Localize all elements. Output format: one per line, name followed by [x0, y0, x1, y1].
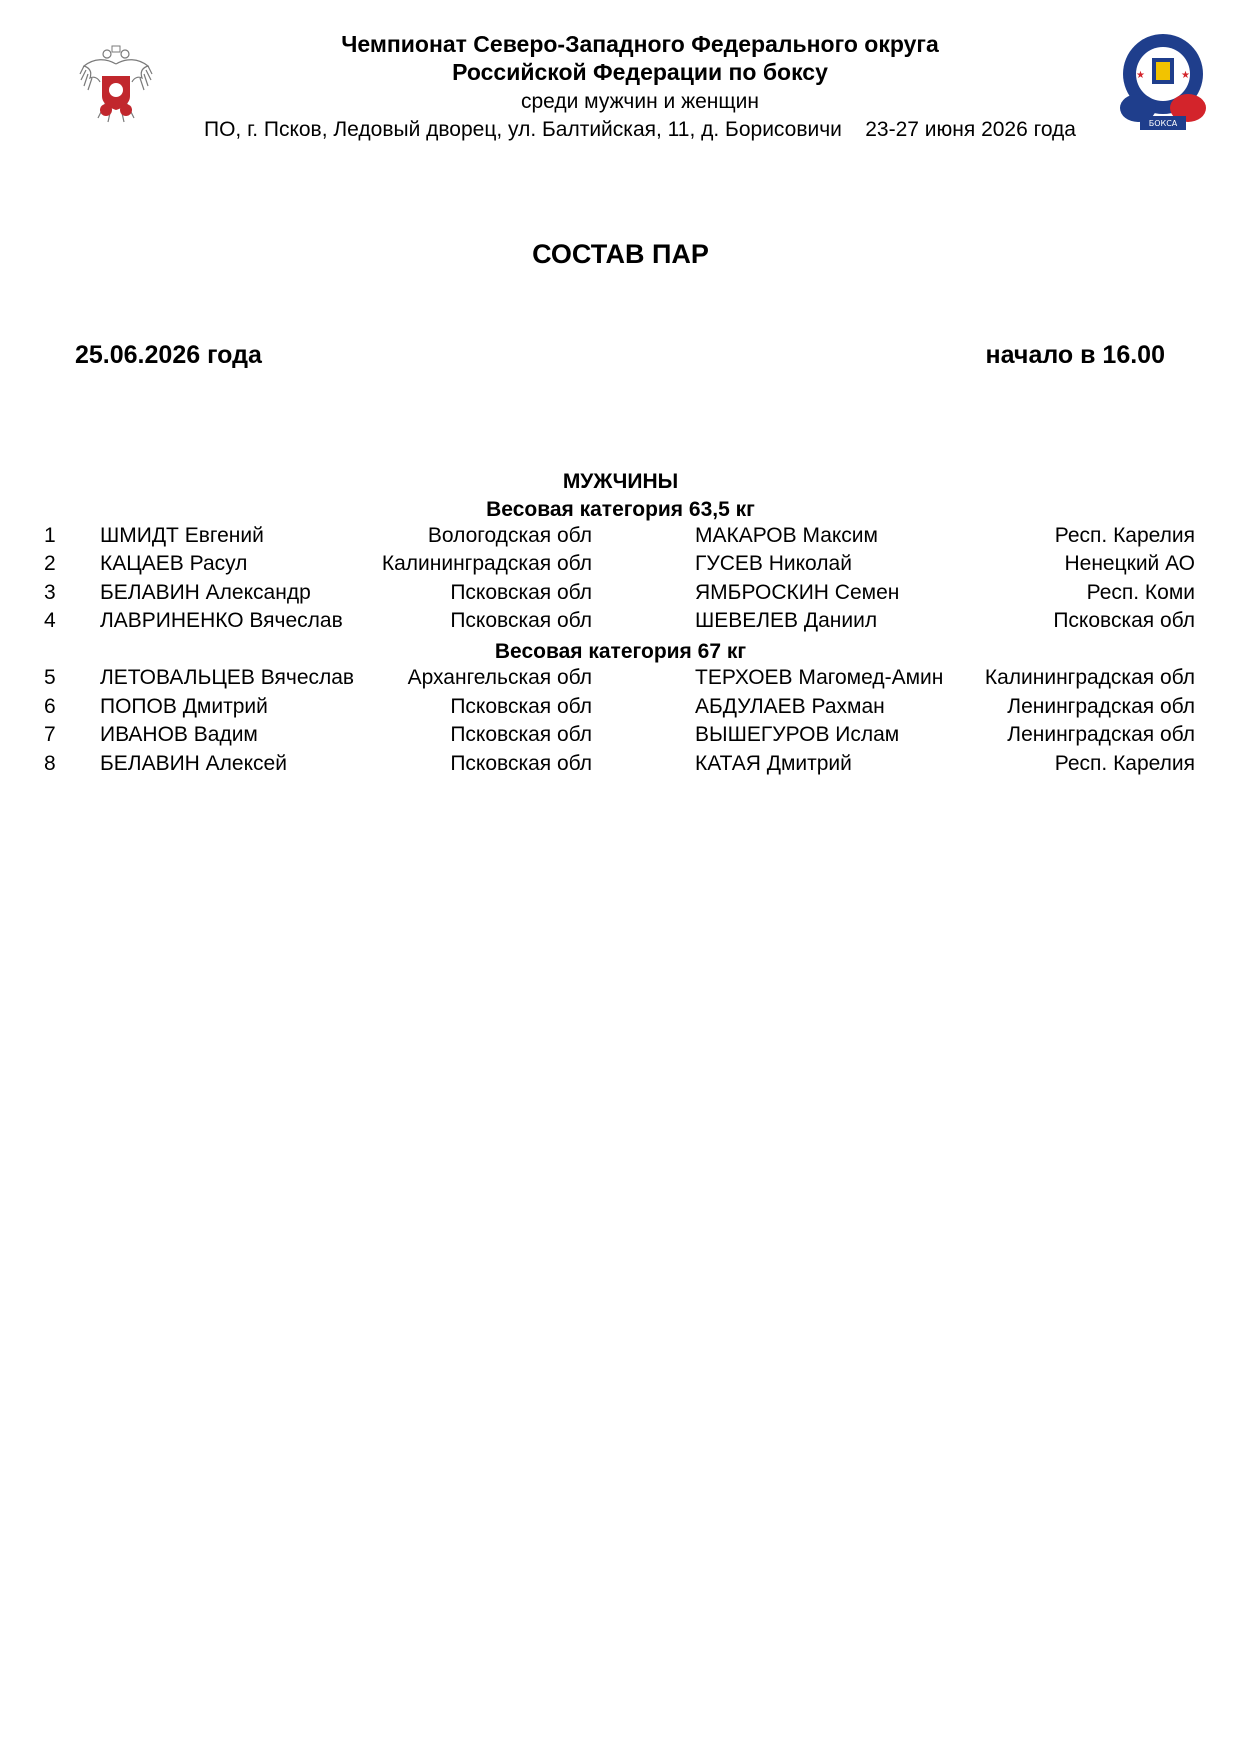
boxer2-region: Респ. Карелия: [1054, 524, 1195, 547]
boxer1-name: КАЦАЕВ Расул: [100, 552, 248, 575]
boxer1-name: БЕЛАВИН Александр: [100, 581, 311, 604]
table-row: [0, 522, 1241, 550]
boxer2-region: Ненецкий АО: [1064, 552, 1195, 575]
boxer1-name: ПОПОВ Дмитрий: [100, 695, 268, 718]
venue-text: ПО, г. Псков, Ледовый дворец, ул. Балтийская, 11, д. Борисовичи: [204, 118, 842, 141]
pair-number: 1: [44, 524, 56, 547]
pair-number: 2: [44, 552, 56, 575]
pair-number: 6: [44, 695, 56, 718]
boxer1-region: Псковская обл: [450, 581, 592, 604]
boxer2-name: ЯМБРОСКИН Семен: [695, 581, 900, 604]
table-row: [0, 607, 1241, 635]
pair-number: 5: [44, 666, 56, 689]
participants-line: среди мужчин и женщин: [520, 90, 760, 113]
start-time: начало в 16.00: [985, 341, 1165, 369]
weight-category-label: Весовая категория 63,5 кг: [486, 498, 755, 521]
event-dates: 23-27 июня 2026 года: [865, 118, 1076, 141]
boxer2-name: ТЕРХОЕВ Магомед-Амин: [695, 666, 944, 689]
federation-badge-icon: [1118, 32, 1208, 136]
championship-title: Чемпионат Северо-Западного Федерального округа: [341, 31, 939, 57]
boxer2-name: МАКАРОВ Максим: [695, 524, 878, 547]
boxer2-name: ШЕВЕЛЕВ Даниил: [695, 609, 878, 632]
boxer2-region: Респ. Коми: [1086, 581, 1195, 604]
document-title: СОСТАВ ПАР: [532, 239, 709, 269]
table-row: [0, 664, 1241, 692]
table-row: [0, 721, 1241, 749]
boxer2-name: ГУСЕВ Николай: [695, 552, 852, 575]
boxer1-region: Псковская обл: [450, 752, 592, 775]
table-row: [0, 550, 1241, 578]
boxer1-name: ШМИДТ Евгений: [100, 524, 264, 547]
boxer2-name: КАТАЯ Дмитрий: [695, 752, 852, 775]
boxer1-region: Калининградская обл: [381, 552, 592, 575]
table-row: [0, 750, 1241, 778]
pair-number: 7: [44, 723, 56, 746]
section-men: МУЖЧИНЫ: [562, 470, 679, 493]
boxer1-name: ЛАВРИНЕНКО Вячеслав: [100, 609, 343, 632]
table-row: [0, 579, 1241, 607]
svg-text:БОКСА: БОКСА: [1148, 119, 1178, 128]
boxer1-name: ЛЕТОВАЛЬЦЕВ Вячеслав: [100, 666, 355, 689]
table-row: [0, 693, 1241, 721]
pair-number: 4: [44, 609, 56, 632]
weight-category-label: Весовая категория 67 кг: [494, 640, 747, 663]
boxer1-region: Псковская обл: [450, 723, 592, 746]
svg-text:★: ★: [1181, 70, 1190, 81]
competition-date: 25.06.2026 года: [75, 341, 262, 369]
boxer1-region: Псковская обл: [450, 695, 592, 718]
pair-number: 3: [44, 581, 56, 604]
boxer1-region: Вологодская обл: [427, 524, 592, 547]
boxer1-region: Псковская обл: [450, 609, 592, 632]
pair-number: 8: [44, 752, 56, 775]
championship-subtitle: Российской Федерации по боксу: [452, 59, 828, 85]
svg-text:★: ★: [1136, 70, 1145, 81]
boxer2-region: Респ. Карелия: [1054, 752, 1195, 775]
boxer2-region: Псковская обл: [1053, 609, 1195, 632]
boxer2-region: Ленинградская обл: [1007, 695, 1195, 718]
boxer1-region: Архангельская обл: [407, 666, 592, 689]
boxer1-name: БЕЛАВИН Алексей: [100, 752, 287, 775]
boxer2-region: Калининградская обл: [984, 666, 1195, 689]
boxer2-name: ВЫШЕГУРОВ Ислам: [695, 723, 900, 746]
boxer1-name: ИВАНОВ Вадим: [100, 723, 258, 746]
venue-line: [140, 117, 1140, 143]
pskov-boxing-federation-logo: [1118, 32, 1208, 136]
boxer2-name: АБДУЛАЕВ Рахман: [695, 695, 885, 718]
boxer2-region: Ленинградская обл: [1007, 723, 1195, 746]
